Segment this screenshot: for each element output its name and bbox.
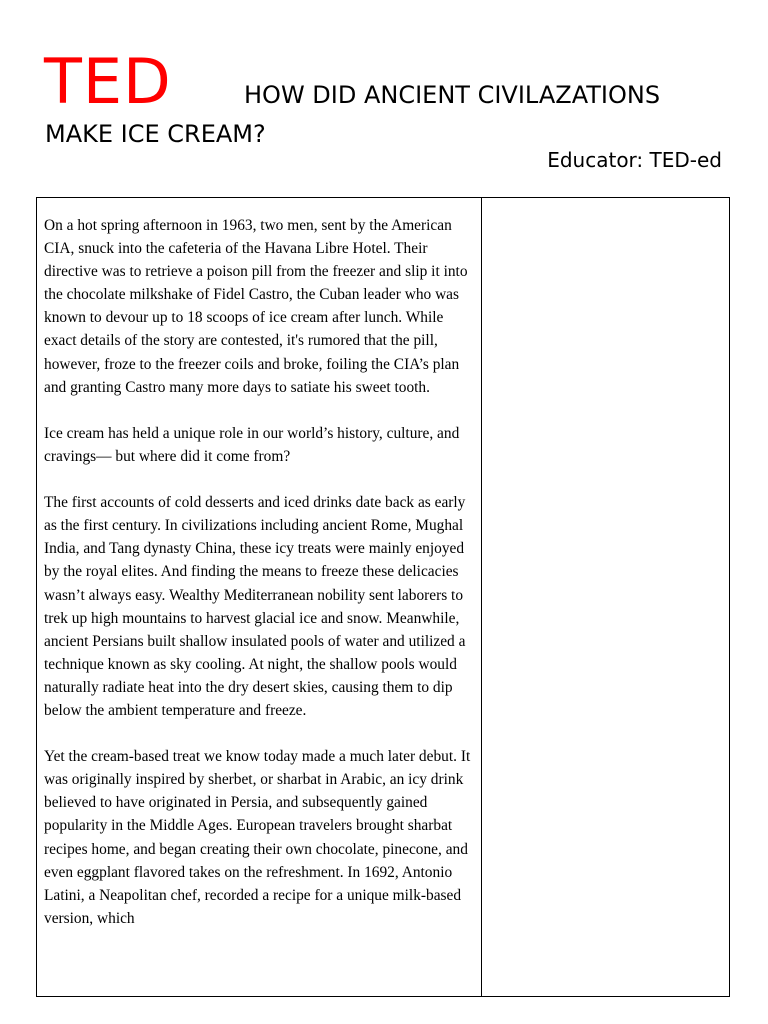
transcript-paragraph: The first accounts of cold desserts and iced drinks date back as early as the first century. In civilizations including ancient Rome, Mughal India, and Tang dynasty China, these icy treats were mainly enjoyed by the royal elites. And finding the means to freeze these delicacies wasn’t always easy. Wealthy Mediterranean nobility sent laborers to trek up high mountains to harvest glacial ice and snow. Meanwhile, ancient Persians built shallow insulated pools of water and utilized a technique known as sky cooling. At night, the shallow pools would naturally radiate heat into the dry desert skies, causing them to dip below the ambient temperature and freeze. — [44, 494, 466, 719]
educator-credit: Educator: TED-ed — [547, 148, 722, 172]
transcript-notes-table — [36, 197, 730, 997]
page-title-line-2: MAKE ICE CREAM? — [45, 120, 266, 148]
transcript-paragraph: Ice cream has held a unique role in our world’s history, culture, and cravings— but where did it come from? — [44, 424, 460, 465]
page-title-line-1: HOW DID ANCIENT CIVILAZATIONS — [244, 81, 661, 109]
transcript-paragraph: Yet the cream-based treat we know today made a much later debut. It was originally inspired by sherbet, or sharbat in Arabic, an icy drink believed to have originated in Persia, and subsequently gained popularity in the Middle Ages. European travelers brought sharbat recipes home, and began creating their own chocolate, pinecone, and even eggplant flavored takes on the refreshment. In 1692, Antonio Latini, a Neapolitan chef, recorded a recipe for a unique milk-based version, which — [44, 748, 471, 927]
transcript-paragraph: On a hot spring afternoon in 1963, two men, sent by the American CIA, snuck into the cafeteria of the Havana Libre Hotel. Their directive was to retrieve a poison pill from the freezer and slip it into the chocolate milkshake of Fidel Castro, the Cuban leader who was known to devour up to 18 scoops of ice cream after lunch. While exact details of the story are contested, it's rumored that the pill, however, froze to the freezer coils and broke, foiling the CIA’s plan and granting Castro many more days to satiate his sweet tooth. — [44, 217, 468, 396]
notes-column[interactable] — [482, 198, 729, 996]
transcript-column — [37, 198, 482, 996]
ted-logo: TED — [44, 45, 172, 118]
